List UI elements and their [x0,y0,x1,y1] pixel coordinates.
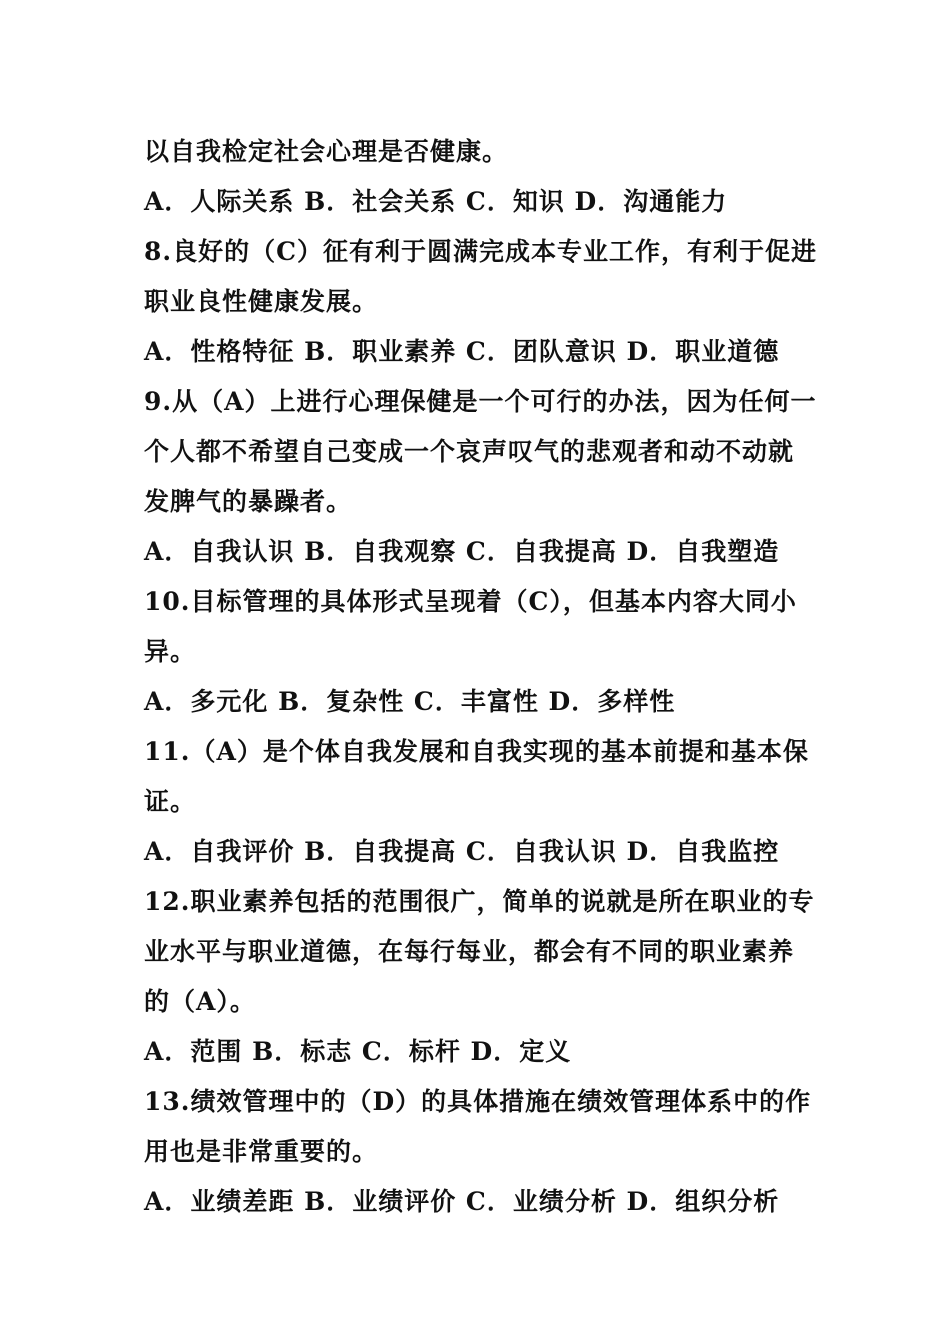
text-line: 发脾气的暴躁者。 [144,487,353,516]
answer-options-line: A．业绩差距 B．业绩评价 C．业绩分析 D．组织分析 [144,1187,780,1216]
text-line: 证。 [144,787,197,816]
text-line: 异。 [144,637,197,666]
text-line: 职业良性健康发展。 [144,287,379,316]
text-line: 个人都不希望自己变成一个哀声叹气的悲观者和动不动就 [144,437,795,466]
question-13-line: 13.绩效管理中的（D）的具体措施在绩效管理体系中的作 [144,1087,812,1116]
text-line: 以自我检定社会心理是否健康。 [144,137,509,166]
question-10-line: 10.目标管理的具体形式呈现着（C），但基本内容大同小 [144,587,797,616]
answer-options-line: A．性格特征 B．职业素养 C．团队意识 D．职业道德 [144,337,780,366]
question-12-line: 12.职业素养包括的范围很广，简单的说就是所在职业的专 [144,887,815,916]
question-9-line: 9.从（A）上进行心理保健是一个可行的办法，因为任何一 [144,387,817,416]
question-8-line: 8.良好的（C）征有利于圆满完成本专业工作，有利于促进 [144,237,817,266]
text-line: 用也是非常重要的。 [144,1137,379,1166]
answer-options-line: A．自我评价 B．自我提高 C．自我认识 D．自我监控 [144,837,780,866]
answer-options-line: A．范围 B．标志 C．标杆 D．定义 [144,1037,572,1066]
answer-options-line: A．多元化 B．复杂性 C．丰富性 D．多样性 [144,687,676,716]
answer-options-line: A．人际关系 B．社会关系 C．知识 D．沟通能力 [144,187,728,216]
answer-options-line: A．自我认识 B．自我观察 C．自我提高 D．自我塑造 [144,537,780,566]
text-line: 的（A）。 [144,987,256,1016]
question-11-line: 11.（A）是个体自我发展和自我实现的基本前提和基本保 [144,737,809,766]
document-body [144,127,817,1227]
text-line: 业水平与职业道德，在每行每业，都会有不同的职业素养 [144,937,795,966]
